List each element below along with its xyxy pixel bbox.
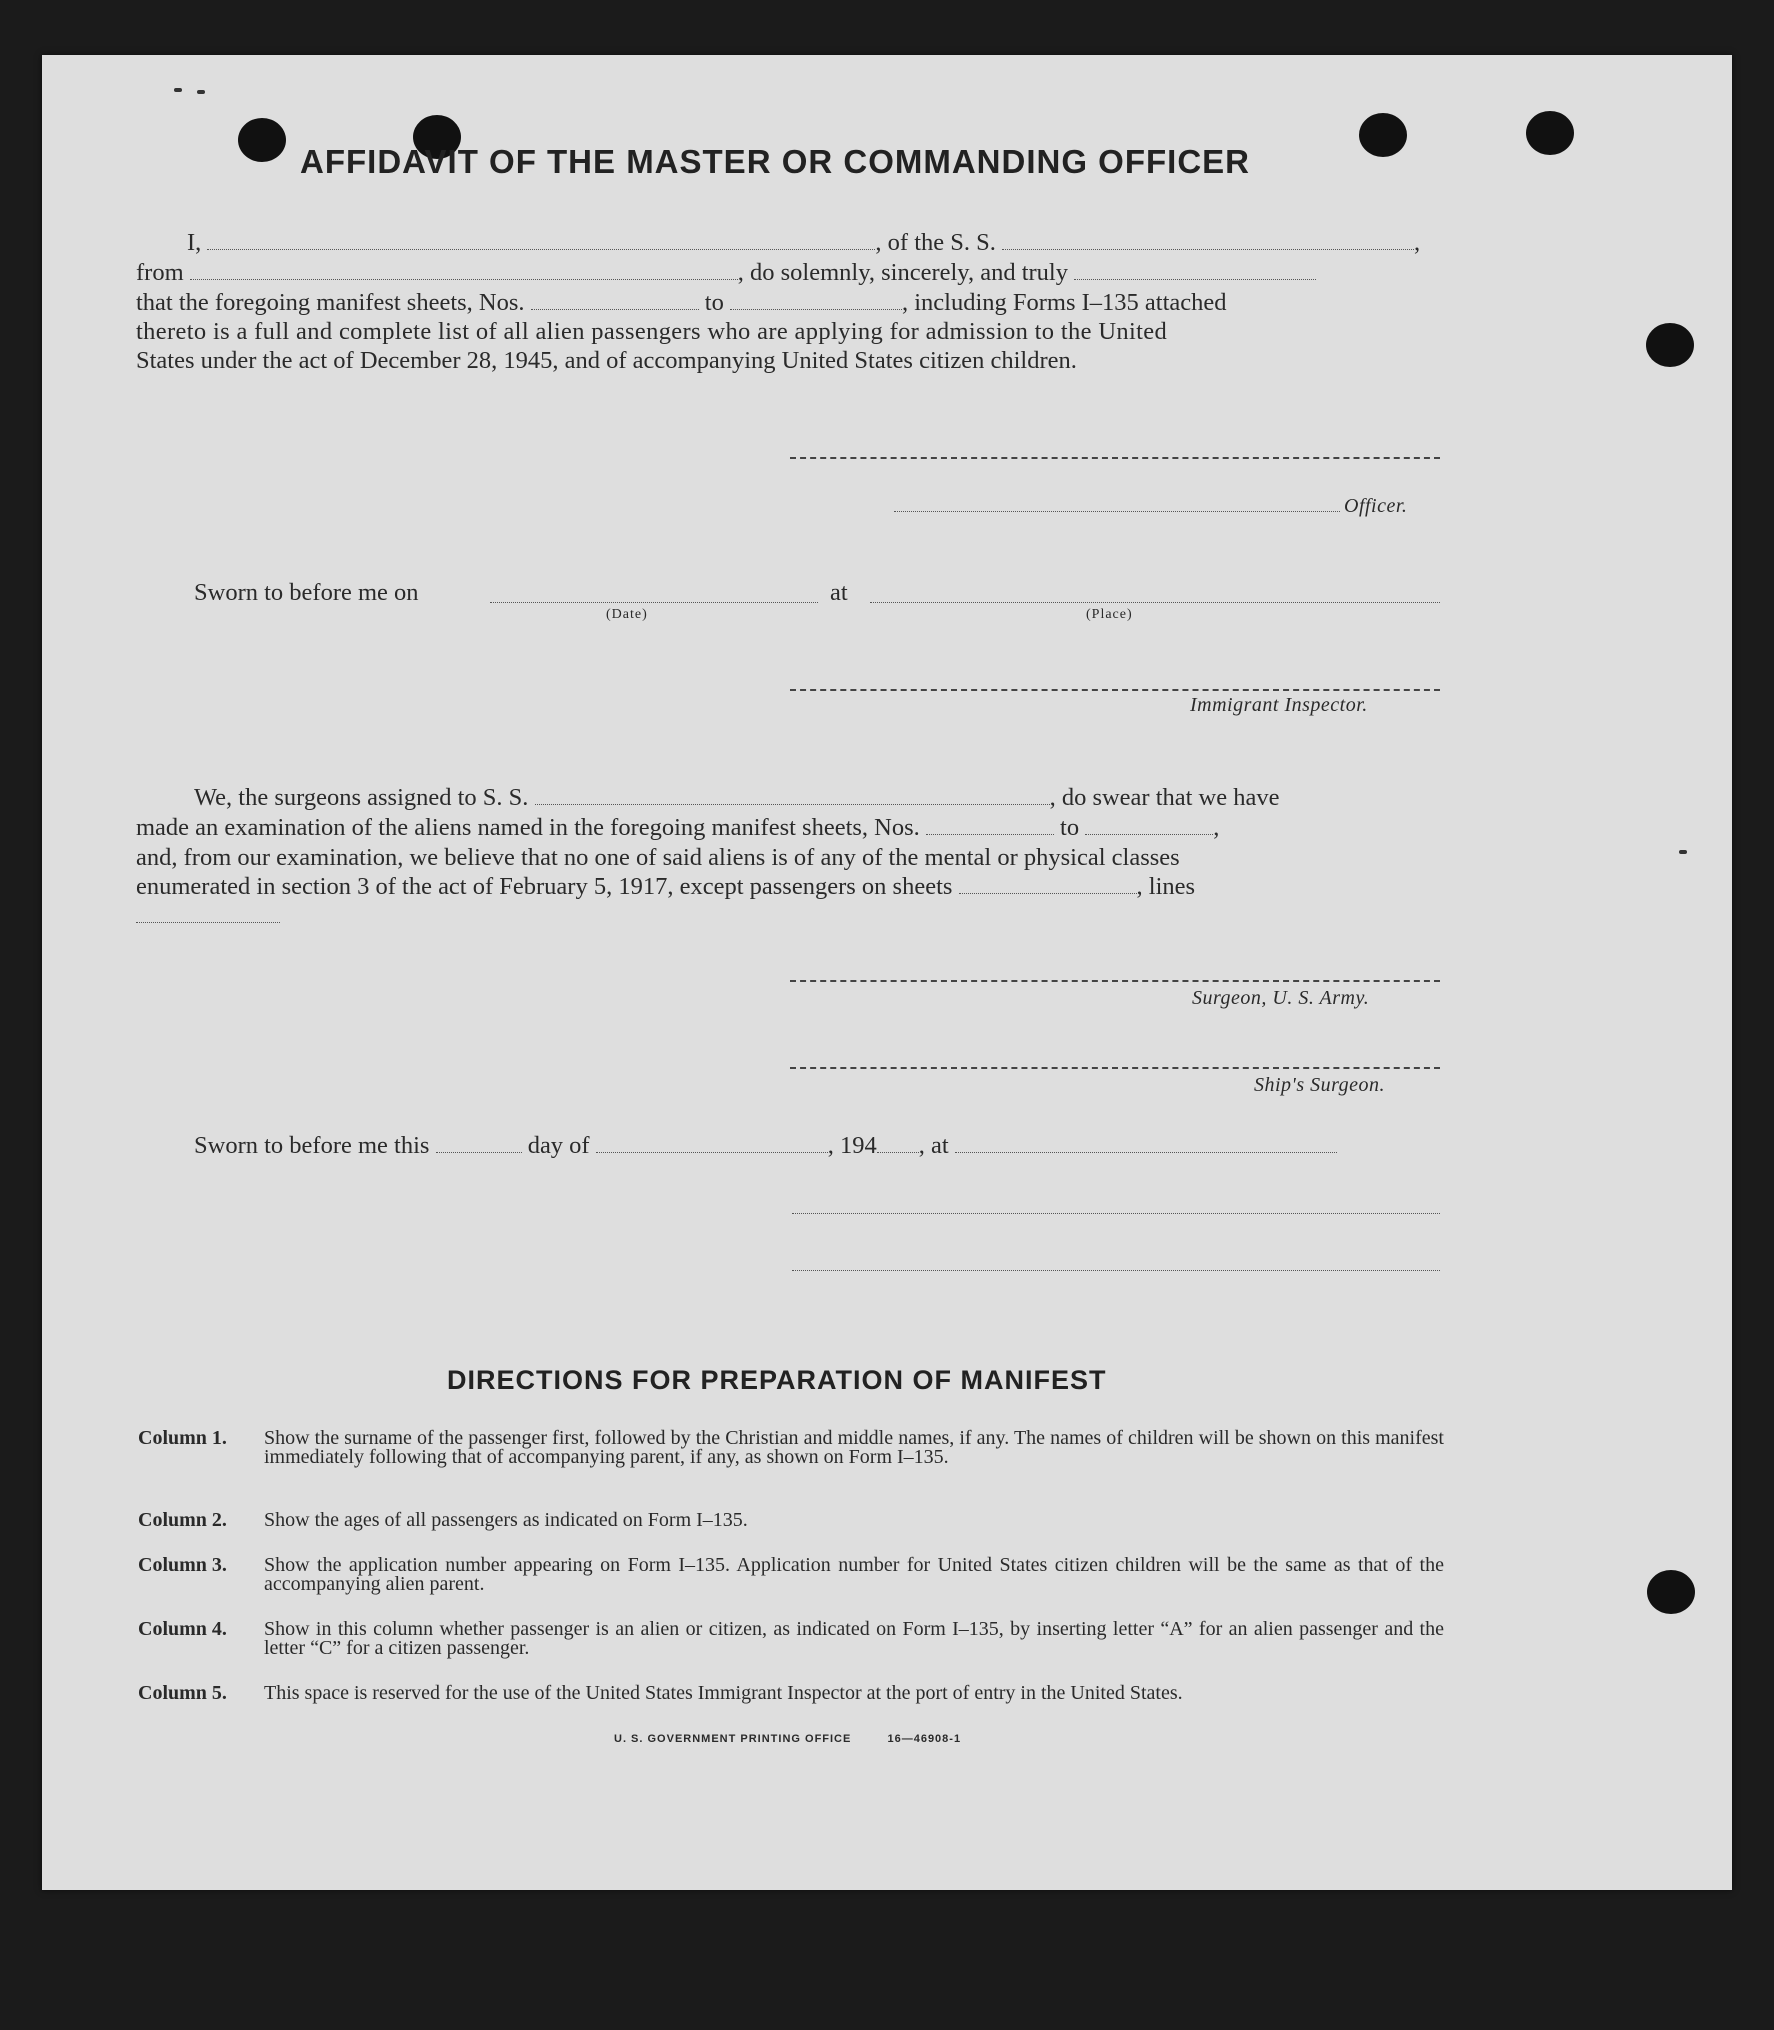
column-5-text: This space is reserved for the use of the United States Immigrant Inspector at the port of entry in the United States. <box>264 1682 1183 1704</box>
officer-label: Officer. <box>1344 495 1408 517</box>
column-1-text: Show the surname of the passenger first, followed by the Christian and middle names, if any. The names of children will be shown on this manifest immediately following that of accompanying parent, if any, as shown on Form I–135. <box>264 1427 1444 1468</box>
punch-hole <box>1646 323 1694 367</box>
inspector-label: Immigrant Inspector. <box>1190 694 1368 716</box>
column-1-label: Column 1. <box>138 1427 227 1449</box>
form-sheet <box>42 55 1732 1890</box>
except-lines-blank[interactable] <box>136 922 280 923</box>
year-blank[interactable] <box>877 1151 919 1153</box>
column-2-label: Column 2. <box>138 1509 227 1531</box>
except-sheets-blank[interactable] <box>959 892 1137 894</box>
place-caption: (Place) <box>1086 607 1133 622</box>
inspector-signature-line[interactable] <box>790 689 1440 691</box>
sworn-signature-line-2[interactable] <box>792 1270 1440 1271</box>
day-blank[interactable] <box>436 1151 522 1153</box>
swear-blank[interactable] <box>1074 278 1316 280</box>
ship-name-blank[interactable] <box>1002 248 1414 250</box>
sheet-to-blank[interactable] <box>730 308 902 310</box>
affidavit-line-1: I, , of the S. S. , <box>187 229 1421 256</box>
surgeons-line-2: made an examination of the aliens named in the foregoing manifest sheets, Nos. to , <box>136 814 1220 841</box>
column-2-text: Show the ages of all passengers as indicated on Form I–135. <box>264 1509 748 1531</box>
from-port-blank[interactable] <box>190 278 738 280</box>
exam-sheet-to-blank[interactable] <box>1085 833 1213 835</box>
ship-surgeon-signature-line[interactable] <box>790 1067 1440 1069</box>
ship-surgeon-label: Ship's Surgeon. <box>1254 1074 1386 1096</box>
army-surgeon-signature-line[interactable] <box>790 980 1440 982</box>
sworn-on-prefix: Sworn to before me on <box>194 579 419 606</box>
ink-speck <box>1679 850 1687 854</box>
ink-speck <box>174 88 182 92</box>
surgeon-ship-blank[interactable] <box>535 803 1050 805</box>
column-5-label: Column 5. <box>138 1682 227 1704</box>
sworn-at: at <box>830 579 848 606</box>
affidavit-line-2: from , do solemnly, sincerely, and truly <box>136 258 1316 288</box>
punch-hole <box>1526 111 1574 155</box>
sworn-place-blank[interactable] <box>870 602 1440 603</box>
sworn-date-blank[interactable] <box>490 602 818 603</box>
column-4-text: Show in this column whether passenger is an alien or citizen, as indicated on Form I–135, by inserting letter “A” for an alien passenger and the letter “C” for a citizen passenger. <box>264 1618 1444 1659</box>
master-signature-line[interactable] <box>790 457 1440 459</box>
punch-hole <box>238 118 286 162</box>
surgeons-line-3: and, from our examination, we believe that no one of said aliens is of any of the mental or physical classes <box>136 844 1180 871</box>
date-caption: (Date) <box>606 607 648 622</box>
army-surgeon-label: Surgeon, U. S. Army. <box>1192 987 1370 1009</box>
name-blank[interactable] <box>207 248 875 250</box>
column-3-label: Column 3. <box>138 1554 227 1576</box>
sworn-at-place-blank[interactable] <box>955 1151 1337 1153</box>
directions-title: DIRECTIONS FOR PREPARATION OF MANIFEST <box>447 1365 1107 1395</box>
column-4-label: Column 4. <box>138 1618 227 1640</box>
affidavit-line-5: States under the act of December 28, 1945, and of accompanying United States citizen children. <box>136 347 1077 374</box>
printer-imprint: U. S. GOVERNMENT PRINTING OFFICE 16—46908-1 <box>614 1733 962 1745</box>
ink-speck <box>197 90 205 94</box>
column-3-text: Show the application number appearing on Form I–135. Application number for United States citizen children will be the same as that of the accompanying alien parent. <box>264 1554 1444 1595</box>
exam-sheet-from-blank[interactable] <box>926 833 1054 835</box>
sworn-signature-line-1[interactable] <box>792 1213 1440 1214</box>
punch-hole <box>1359 113 1407 157</box>
affidavit-line-3: that the foregoing manifest sheets, Nos. to , including Forms I–135 attached <box>136 289 1227 316</box>
sheet-from-blank[interactable] <box>531 308 699 310</box>
surgeons-line-4: enumerated in section 3 of the act of February 5, 1917, except passengers on sheets , lines <box>136 873 1196 900</box>
month-blank[interactable] <box>596 1151 828 1153</box>
sworn-this-line: Sworn to before me this day of , 194 , at <box>194 1131 1337 1161</box>
punch-hole <box>1647 1570 1695 1614</box>
surgeons-line-1: We, the surgeons assigned to S. S. , do swear that we have <box>194 784 1280 811</box>
officer-signature-line[interactable] <box>894 511 1340 512</box>
affidavit-line-4: thereto is a full and complete list of all alien passengers who are applying for admission to the United <box>136 318 1168 345</box>
affidavit-title: AFFIDAVIT OF THE MASTER OR COMMANDING OFFICER <box>300 143 1251 180</box>
